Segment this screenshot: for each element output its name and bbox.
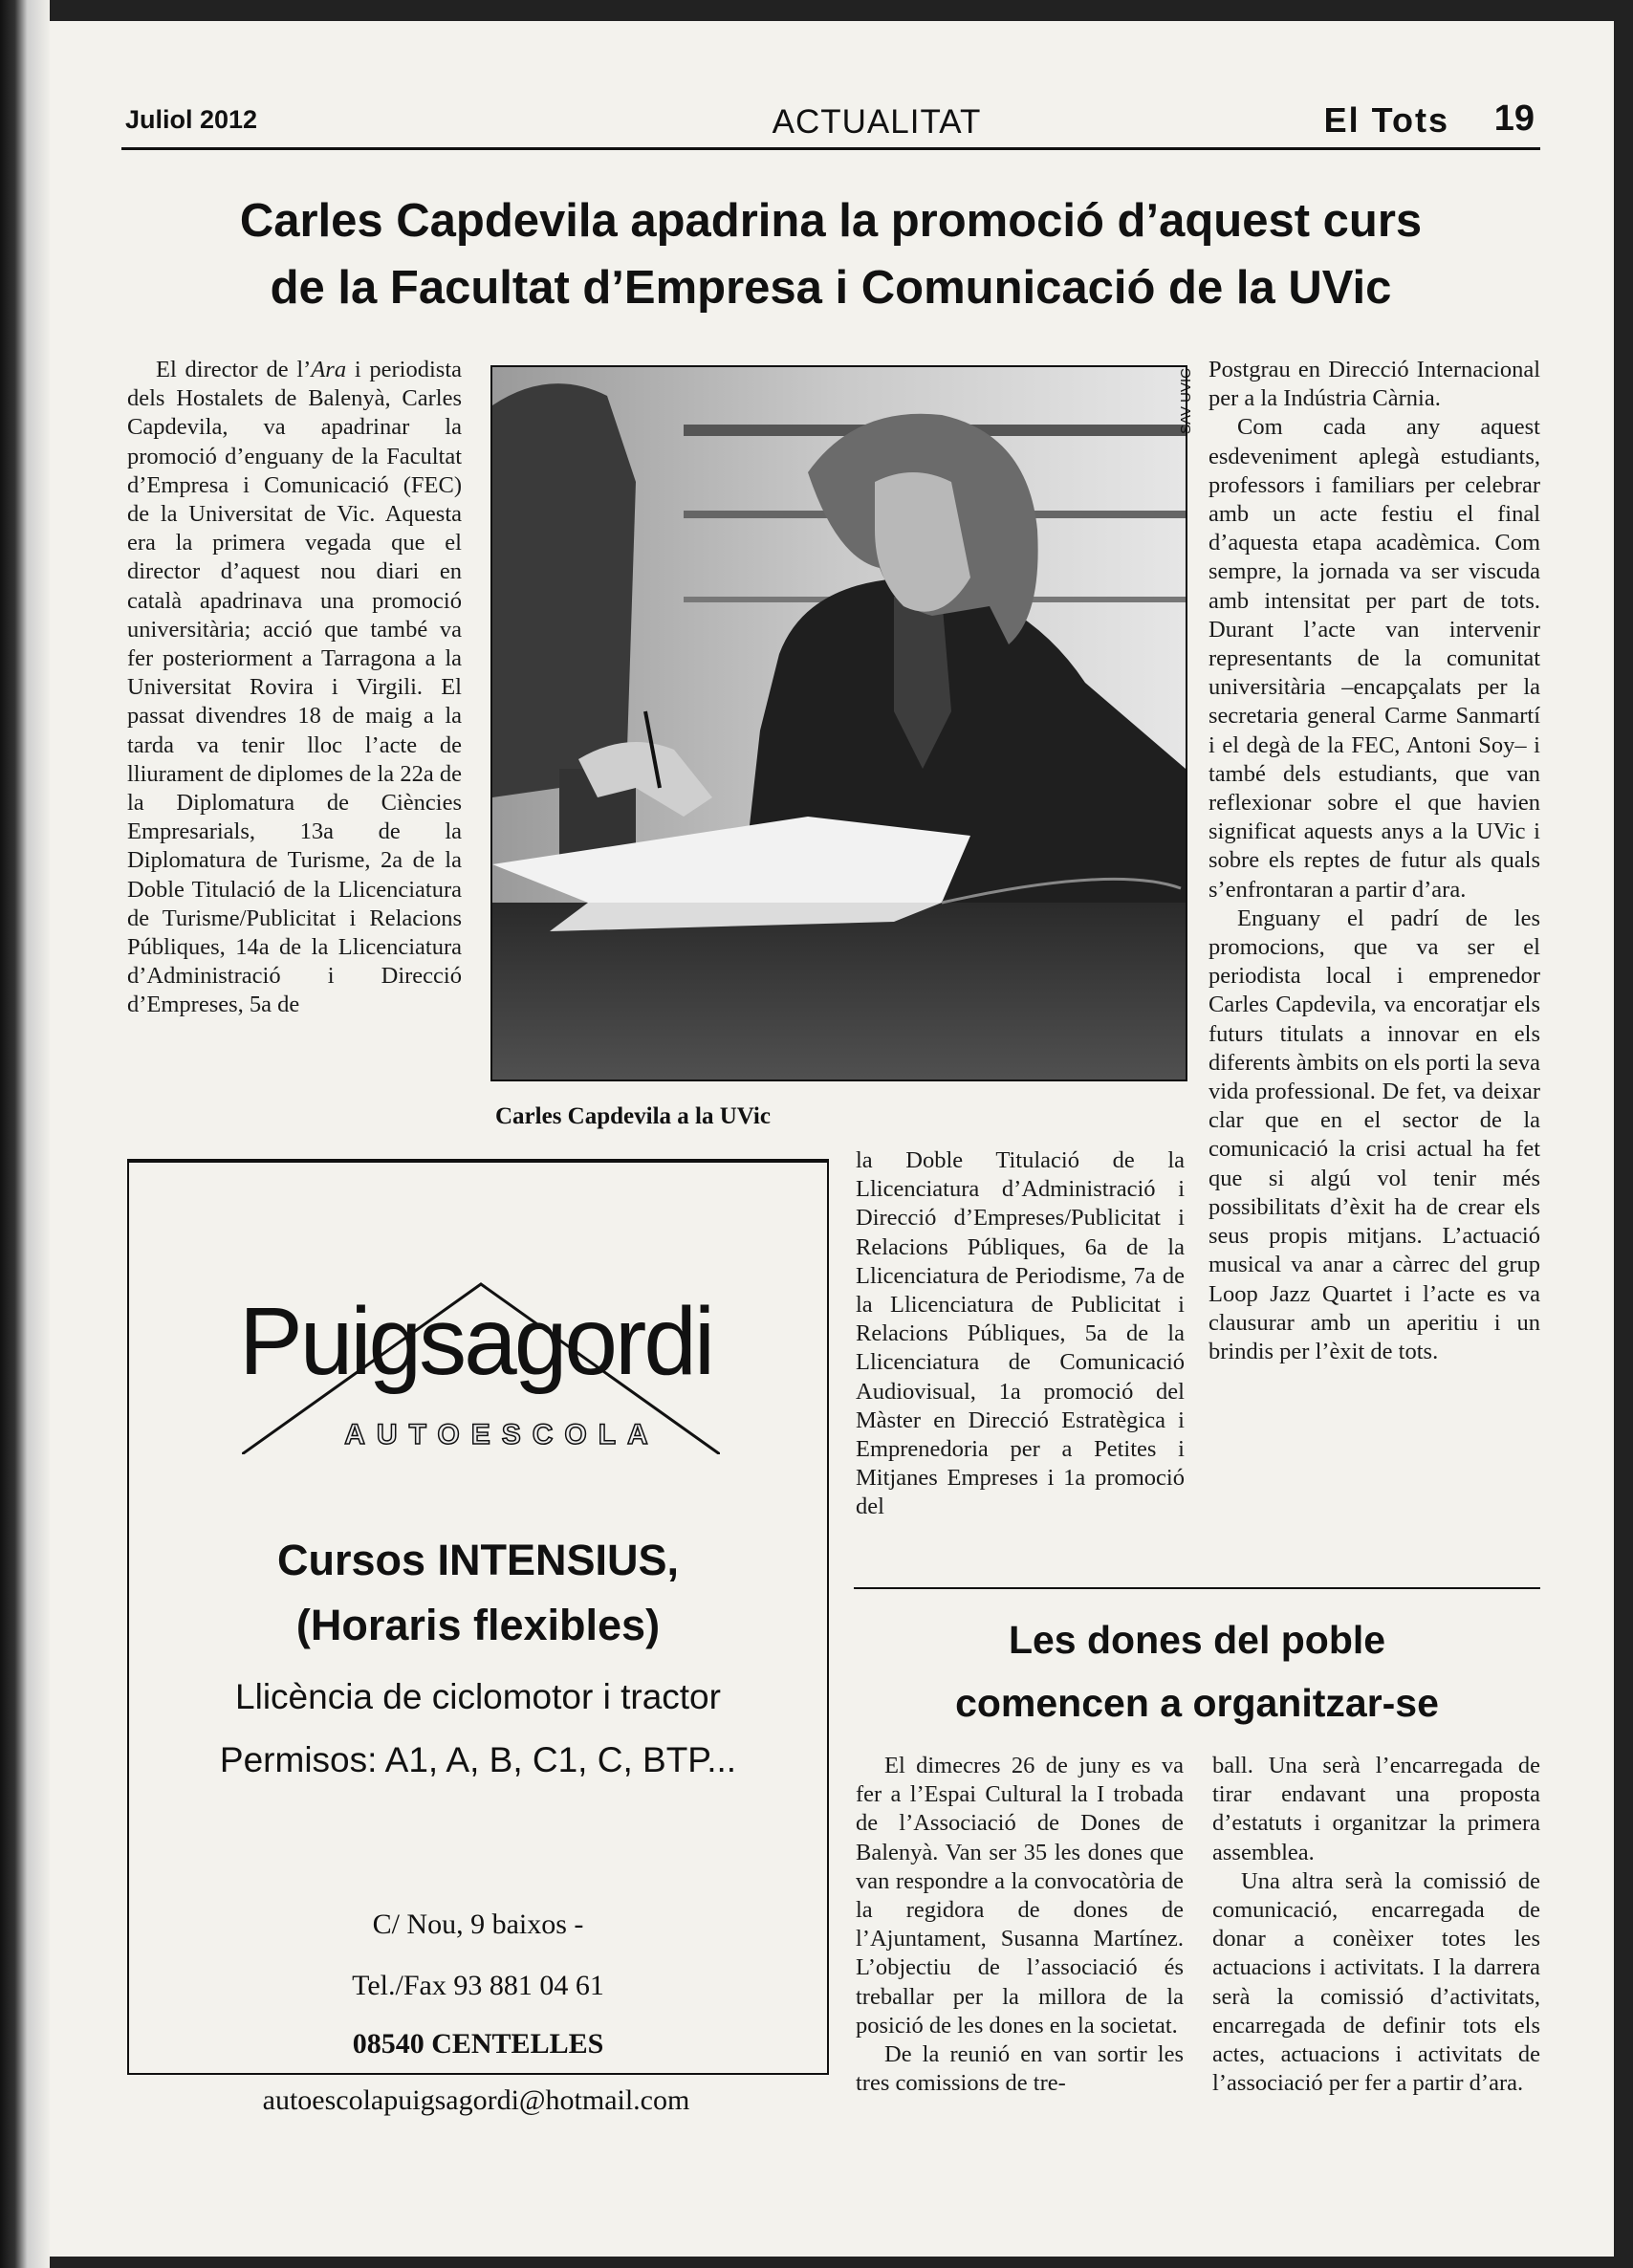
article1-paragraph: Postgrau en Direcció Internacional per a la Indústria Càrnia.	[1208, 357, 1540, 412]
article-headline	[121, 187, 1540, 321]
photo-capdevila-signing	[492, 367, 1186, 1079]
article1-column-2	[856, 1146, 1185, 1522]
article1-paragraph: Com cada any aquest esdeveniment aplegà estudiants, professors i familiars per celebrar amb un acte festiu el final d’aquesta etapa acadèmica. Com sempre, la jornada va ser viscuda amb intensitat per part de tots. Durant l’acte van intervenir representants de la comunitat universitària –encapçalats per la secretaria general Carme Sanmartí i el degà de la FEC, Antoni Soy– i també dels estudiants, que van reflexionar sobre el que havien significat aquests anys a la UVic i sobre els reptes de futur als quals s’enfrontaran a partir d’ara.	[1208, 414, 1540, 903]
article2-column-2	[1212, 1752, 1540, 2098]
advertisement-autoescola	[127, 1159, 829, 2075]
article2-headline	[854, 1608, 1540, 1734]
article2-paragraph: El dimecres 26 de juny es va fer a l’Espai Cultural la I trobada de l’Associació de Dones de Balenyà. Van ser 35 les dones que van respondre a la convocatòria de la regidora de dones de l’Ajuntament, Susanna Martínez. L’objectiu de l’associació és treballar per la millora de la posició de les dones en la societat.	[856, 1753, 1184, 2039]
headline-line-2: de la Facultat d’Empresa i Comunicació de la UVic	[270, 262, 1392, 314]
page-number: 19	[1493, 98, 1535, 139]
article2-column-1	[856, 1752, 1184, 2098]
photo-caption: Carles Capdevila a la UVic	[495, 1103, 771, 1129]
ad-address: C/ Nou, 9 baixos -	[372, 1908, 584, 1940]
ad-line-permits: Permisos: A1, A, B, C1, C, BTP...	[219, 1740, 737, 1779]
article1-column-3	[1208, 356, 1540, 1366]
article-divider	[854, 1587, 1540, 1589]
article-photo	[490, 365, 1187, 1081]
article1-paragraph: la Doble Titulació de la Llicenciatura d’Administració i Direcció d’Empreses/Publicitat i Relacions Públiques, 6a de la Llicenciatura de Periodisme, 7a de la Llicenciatura de Publicitat i Relacions Públiques, 5a de la Llicenciatura de Comunicació Audiovisual, 1a promoció del Màster en Direcció Estratègica i Emprenedoria per a Petites i Mitjanes Empreses i 1a promoció del	[856, 1147, 1185, 1520]
article1-paragraph: Enguany el padrí de les promocions, que va ser el periodista local i emprenedor Carles Capdevila, va encoratjar els futurs titulats a innovar en els diferents àmbits on els porti la seva vida professional. De fet, va deixar clar que en el sector de la comunicació la crisi actual ha fet que si algú vol tenir més possibilitats d’èxit ha de crear els seus propis mitjans. L’actuació musical va anar a càrrec del grup Loop Jazz Quartet i l’acte es va clausurar amb un aperitiu i un brindis per l’èxit de tots.	[1208, 905, 1540, 1364]
article2-headline-line-2: comencen a organitzar-se	[955, 1681, 1439, 1725]
ad-headline-2: (Horaris flexibles)	[295, 1601, 661, 1649]
ad-phone: Tel./Fax 93 881 04 61	[352, 1970, 604, 2001]
article2-paragraph: De la reunió en van sortir les tres comissions de tre-	[856, 2041, 1184, 2097]
headline-line-1: Carles Capdevila apadrina la promoció d’aquest curs	[239, 195, 1423, 247]
section-title: ACTUALITAT	[772, 103, 982, 141]
ad-subbrand: AUTOESCOLA	[344, 1419, 660, 1450]
article2-paragraph: ball. Una serà l’encarregada de tirar endavant una proposta d’estatuts i organitzar la primera assemblea.	[1212, 1753, 1540, 1865]
page-header	[121, 96, 1540, 150]
article1-paragraph: El director de l’Ara i periodista dels Hostalets de Balenyà, Carles Capdevila, va apadrinar la promoció d’enguany de la Facultat d’Empresa i Comunicació (FEC) de la Universitat de Vic. Aquesta era la primera vegada que el director d’aquest nou diari en català apadrinava una promoció universitària; acció que també va fer posteriorment a Tarragona a la Universitat Rovira i Virgili. El passat divendres 18 de maig a la tarda va tenir lloc l’acte de lliurament de diplomes de la 22a de la Diplomatura de Ciències Empresarials, 13a de la Diplomatura de Turisme, 2a de la Doble Titulació de la Llicenciatura de Turisme/Publicitat i Relacions Públiques, 14a de la Llicenciatura d’Administració i Direcció d’Empreses, 5a de	[127, 357, 462, 1018]
ad-headline-1: Cursos INTENSIUS,	[276, 1536, 680, 1584]
article2-headline-line-1: Les dones del poble	[1008, 1618, 1386, 1662]
article2-paragraph: Una altra serà la comissió de comunicació, encarregada de donar a conèixer totes les actuacions i activitats. I la darrera serà la comissió d’activitats, encarregada de definir tots els actes, actuacions i activitats de l’associació per fer a partir d’ara.	[1212, 1867, 1540, 2097]
newspaper-name: El Tots	[1323, 100, 1449, 140]
ad-line-licence: Llicència de ciclomotor i tractor	[235, 1677, 721, 1716]
ad-city: 08540 CENTELLES	[352, 2028, 604, 2060]
ad-email: autoescolapuigsagordi@hotmail.com	[262, 2084, 690, 2116]
binding-edge	[0, 0, 50, 2268]
issue-date: Juliol 2012	[125, 105, 258, 134]
photo-credit: SAV UVIC	[1177, 368, 1194, 434]
ad-brand-logo: Puigsagordi	[239, 1288, 713, 1395]
article1-column-1	[127, 356, 462, 1020]
